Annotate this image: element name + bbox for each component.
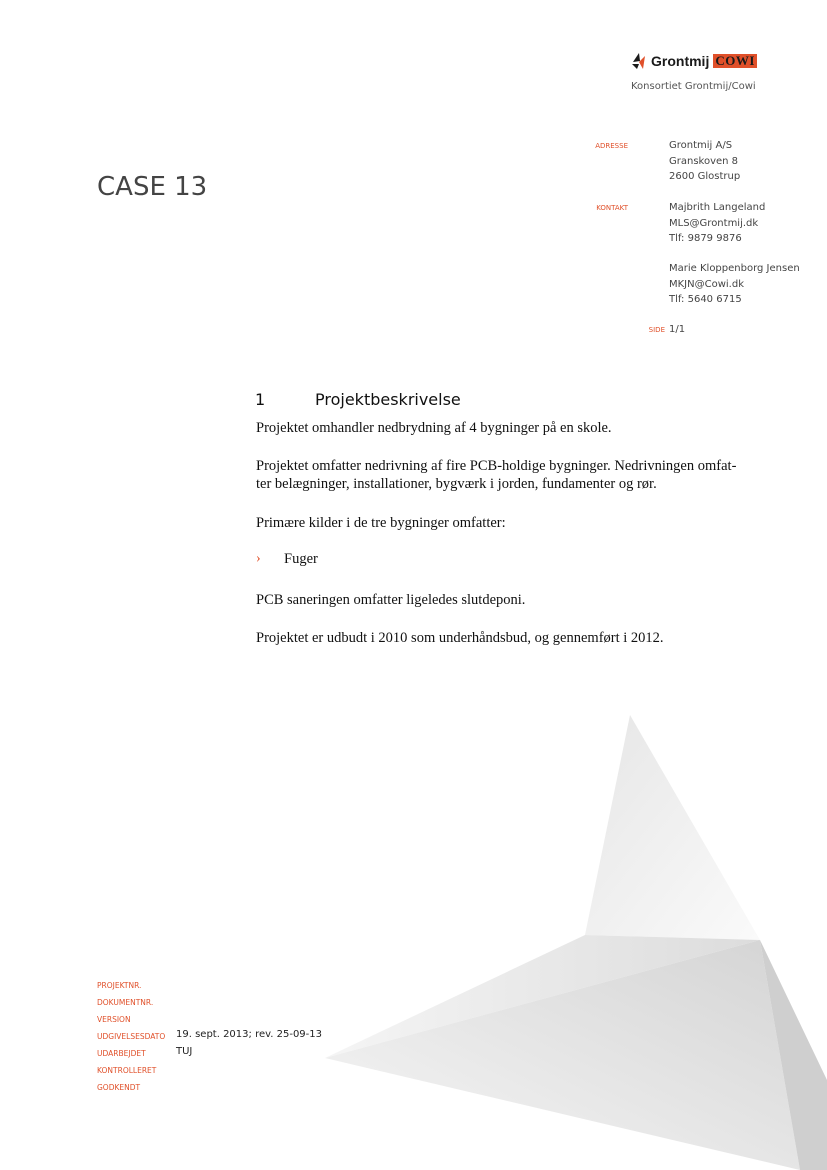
section-heading xyxy=(255,390,461,409)
page-title: CASE 13 xyxy=(97,172,208,202)
footer-author-value: TUJ xyxy=(176,1046,193,1057)
page-number: 1/1 xyxy=(669,324,686,335)
decor-shape-upper xyxy=(585,715,760,940)
logo-grontmij-text: Grontmij xyxy=(651,53,710,69)
address-line: Grontmij A/S xyxy=(669,140,733,151)
bullet-arrow-icon: › xyxy=(256,551,261,566)
section-number: 1 xyxy=(255,390,266,409)
footer-metadata xyxy=(97,981,165,1100)
footer-label-dokumentnr: DOKUMENTNR. xyxy=(97,998,154,1007)
contact-email[interactable]: MLS@Grontmij.dk xyxy=(669,217,759,229)
contact-block-2 xyxy=(669,261,800,308)
footer-date-value: 19. sept. 2013; rev. 25-09-13 xyxy=(176,1029,323,1040)
footer-label-version: VERSION xyxy=(97,1015,131,1024)
consortium-name: Konsortiet Grontmij/Cowi xyxy=(631,81,756,92)
paragraph-3: Primære kilder i de tre bygninger omfatter: xyxy=(256,515,506,531)
footer-label-godkendt: GODKENDT xyxy=(97,1083,141,1092)
paragraph-2-line-2: ter belægninger, installationer, bygværk i jorden, fundamenter og rør. xyxy=(256,476,657,492)
address-line: Granskoven 8 xyxy=(669,155,739,167)
paragraph-4: PCB saneringen omfatter ligeledes slutdeponi. xyxy=(256,592,526,608)
contact-phone: Tlf: 5640 6715 xyxy=(669,294,742,305)
footer-label-projektnr: PROJEKTNR. xyxy=(97,981,142,990)
logo-cowi-text: COWI xyxy=(715,53,755,68)
company-logo xyxy=(631,52,757,70)
page-label: SIDE xyxy=(648,326,665,334)
contact-name: Marie Kloppenborg Jensen xyxy=(669,263,800,274)
address-line: 2600 Glostrup xyxy=(669,171,741,182)
footer-label-kontrolleret: KONTROLLERET xyxy=(97,1066,157,1075)
footer-label-udarbejdet: UDARBEJDET xyxy=(97,1049,146,1058)
bullet-list-item xyxy=(256,551,318,568)
section-title: Projektbeskrivelse xyxy=(315,390,461,409)
contact-block-1 xyxy=(669,200,765,247)
address-block xyxy=(669,138,740,185)
paragraph-2 xyxy=(256,457,776,493)
footer-label-udgivelsesdato: UDGIVELSESDATO xyxy=(97,1032,166,1041)
contact-name: Majbrith Langeland xyxy=(669,202,766,213)
contact-label: KONTAKT xyxy=(596,204,628,212)
contact-email[interactable]: MKJN@Cowi.dk xyxy=(669,278,744,290)
address-label: ADRESSE xyxy=(595,142,628,150)
paragraph-1: Projektet omhandler nedbrydning af 4 bygninger på en skole. xyxy=(256,420,612,436)
contact-phone: Tlf: 9879 9876 xyxy=(669,233,742,244)
bullet-text: Fuger xyxy=(284,551,318,567)
paragraph-2-line-1: Projektet omfatter nedrivning af fire PCB-holdige bygninger. Nedrivningen omfat- xyxy=(256,458,737,474)
paragraph-5: Projektet er udbudt i 2010 som underhåndsbud, og gennemført i 2012. xyxy=(256,630,664,646)
grontmij-logo-icon xyxy=(631,52,647,70)
